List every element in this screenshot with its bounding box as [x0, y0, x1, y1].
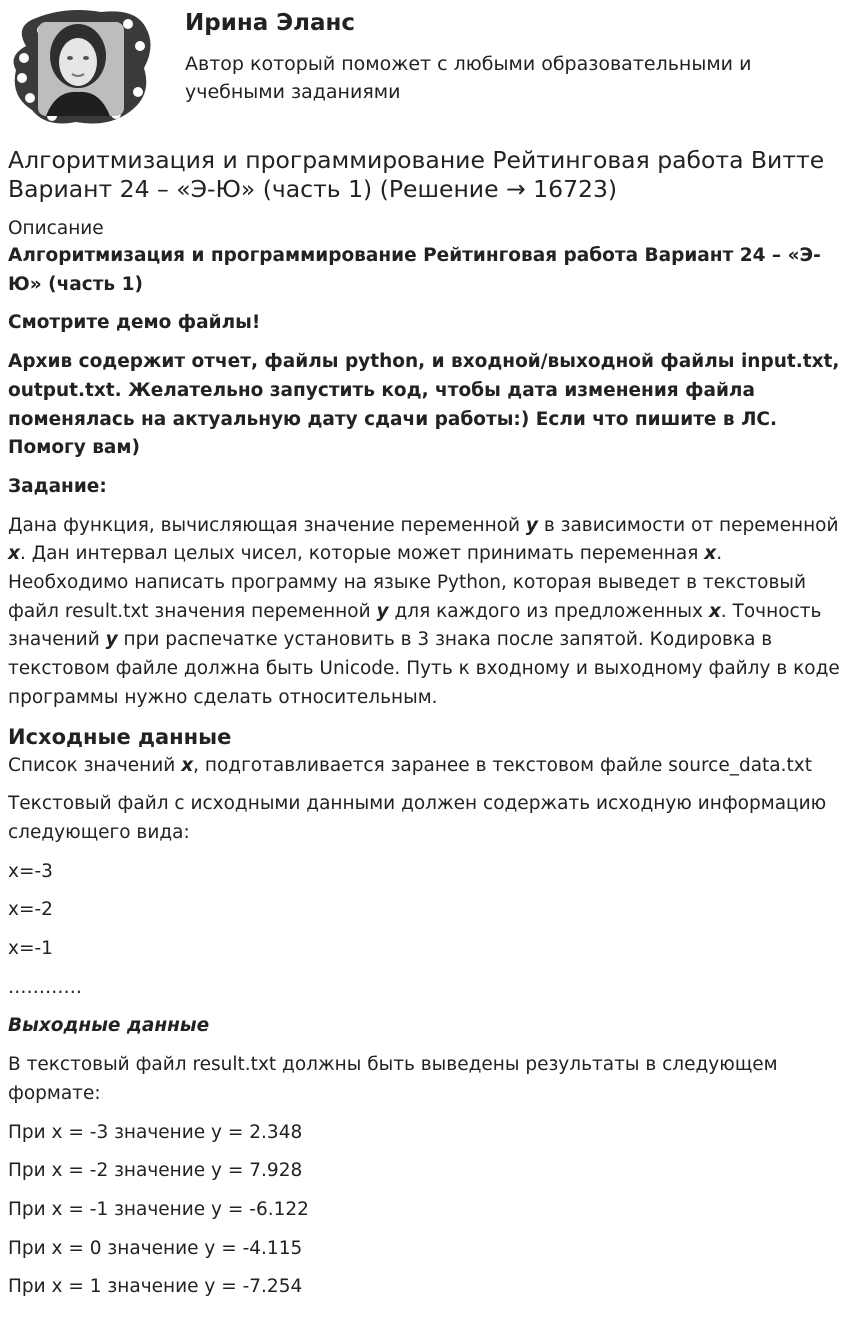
output-heading: Выходные данные — [8, 1015, 210, 1037]
input-file-description: Текстовый файл с исходными данными должен содержать исходную информацию следующего вида: — [8, 793, 827, 843]
var-y: y — [105, 629, 118, 651]
input-heading: Исходные данные — [8, 724, 232, 749]
input-example: x=-3 — [8, 860, 53, 882]
var-x: x — [181, 754, 194, 776]
input-example: ………… — [8, 976, 82, 998]
task-text: Дана функция, вычисляющая значение переменной y в зависимости от переменной x. Дан интервал целых чисел, которые может принимать переменная x. Необходимо написать программу на языке Python, которая выведет в текстовый файл result.txt значения переменной y для каждого из предложенных x. Точность значений y при распечатке установить в 3 знака после запятой. Кодировка в текстовом файле должна быть Unicode. Путь к входному и выходному файлу в коде программы нужно сделать относительным. — [8, 514, 840, 708]
var-x: x — [704, 543, 717, 565]
output-example: При x = -2 значение y = 7.928 — [8, 1160, 303, 1182]
archive-note: Архив содержит отчет, файлы python, и входной/выходной файлы input.txt, output.txt. Желательно запустить код, чтобы дата изменения файла поменялась на актуальную дату сдачи работы:) Если что пишите в ЛС. Помогу вам) — [8, 351, 840, 459]
var-y: y — [376, 600, 389, 622]
task-content — [8, 146, 840, 1302]
author-description: Автор который поможет с любыми образовательными и учебными заданиями — [185, 53, 752, 103]
var-y: y — [525, 514, 538, 536]
var-x: x — [8, 543, 20, 565]
demo-note: Смотрите демо файлы! — [8, 312, 261, 334]
output-example: При x = 1 значение y = -7.254 — [8, 1276, 303, 1298]
author-avatar[interactable] — [6, 6, 152, 128]
output-example: При x = -3 значение y = 2.348 — [8, 1121, 303, 1143]
input-example: x=-2 — [8, 899, 53, 921]
bold-title: Алгоритмизация и программирование Рейтинговая работа Вариант 24 – «Э-Ю» (часть 1) — [8, 245, 821, 295]
task-label: Задание: — [8, 475, 107, 497]
var-x: x — [708, 600, 721, 622]
output-example: При x = 0 значение y = -4.115 — [8, 1237, 303, 1259]
author-card — [0, 0, 847, 140]
output-example: При x = -1 значение y = -6.122 — [8, 1198, 309, 1220]
page-title: Алгоритмизация и программирование Рейтинговая работа Витте Вариант 24 – «Э-Ю» (часть 1) (Решение → 16723) — [8, 146, 825, 203]
author-name[interactable]: Ирина Эланс — [185, 10, 356, 36]
input-example: x=-1 — [8, 938, 53, 960]
input-list-text: Список значений x, подготавливается заранее в текстовом файле source_data.txt — [8, 754, 812, 776]
output-description: В текстовый файл result.txt должны быть выведены результаты в следующем формате: — [8, 1054, 778, 1104]
description-label: Описание — [8, 218, 104, 239]
